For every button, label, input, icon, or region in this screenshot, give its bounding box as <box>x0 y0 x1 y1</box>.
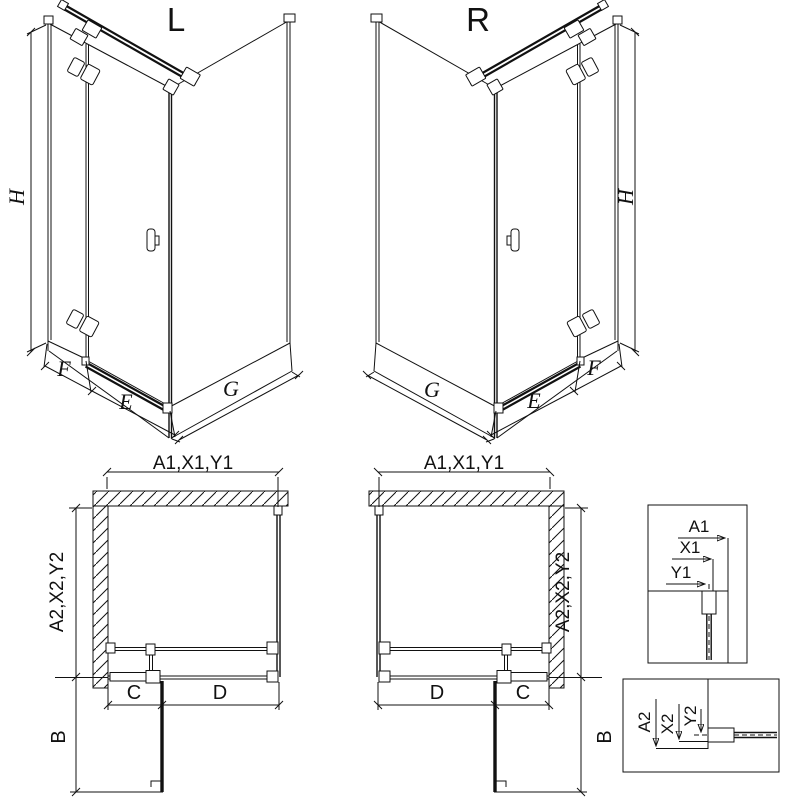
fixed-width-dim-label-l: F <box>57 356 71 381</box>
elevation-view-l <box>4 0 303 444</box>
detail-a2-label: A2 <box>635 711 654 733</box>
detail-a1-label: A1 <box>688 517 710 536</box>
detail-x1-label: X1 <box>679 538 701 557</box>
plan-r-width-label: A1,X1,Y1 <box>423 453 505 474</box>
plan-l-swing-label: B <box>48 730 70 744</box>
plan-l-fixed-label: C <box>126 682 142 704</box>
door-width-dim-label-l: E <box>119 389 133 414</box>
side-width-dim-label-r: G <box>424 377 440 402</box>
detail-view-depth-offsets <box>623 679 779 772</box>
elevation-l-title: L <box>166 1 186 38</box>
wall-section-top-l <box>93 491 288 506</box>
plan-l-depth-label: A2,X2,Y2 <box>47 551 68 633</box>
plan-l-door-label: D <box>212 682 228 704</box>
detail-x2-label: X2 <box>658 713 677 735</box>
plan-r-swing-label: B <box>594 730 616 744</box>
plan-view-l <box>47 453 288 796</box>
wall-section-top-r <box>369 491 564 506</box>
wall-section-side-l <box>93 506 108 688</box>
detail-y1-label: Y1 <box>670 563 692 582</box>
door-width-dim-label-r: E <box>527 388 541 413</box>
detail-view-width-offsets <box>648 505 747 663</box>
elevation-view-r <box>363 0 639 444</box>
fixed-width-dim-label-r: F <box>587 355 601 380</box>
detail-y2-label: Y2 <box>681 705 700 727</box>
plan-r-depth-label: A2,X2,Y2 <box>553 551 574 633</box>
plan-l-geometry <box>55 468 283 796</box>
height-dim-label-r: H <box>613 189 638 205</box>
elevation-r-title: R <box>466 1 490 38</box>
plan-l-width-label: A1,X1,Y1 <box>152 453 234 474</box>
plan-r-fixed-label: C <box>515 682 531 704</box>
height-dim-label-l: H <box>4 189 29 205</box>
side-width-dim-label-l: G <box>223 376 239 401</box>
plan-view-r <box>369 453 616 796</box>
plan-r-door-label: D <box>429 682 445 704</box>
